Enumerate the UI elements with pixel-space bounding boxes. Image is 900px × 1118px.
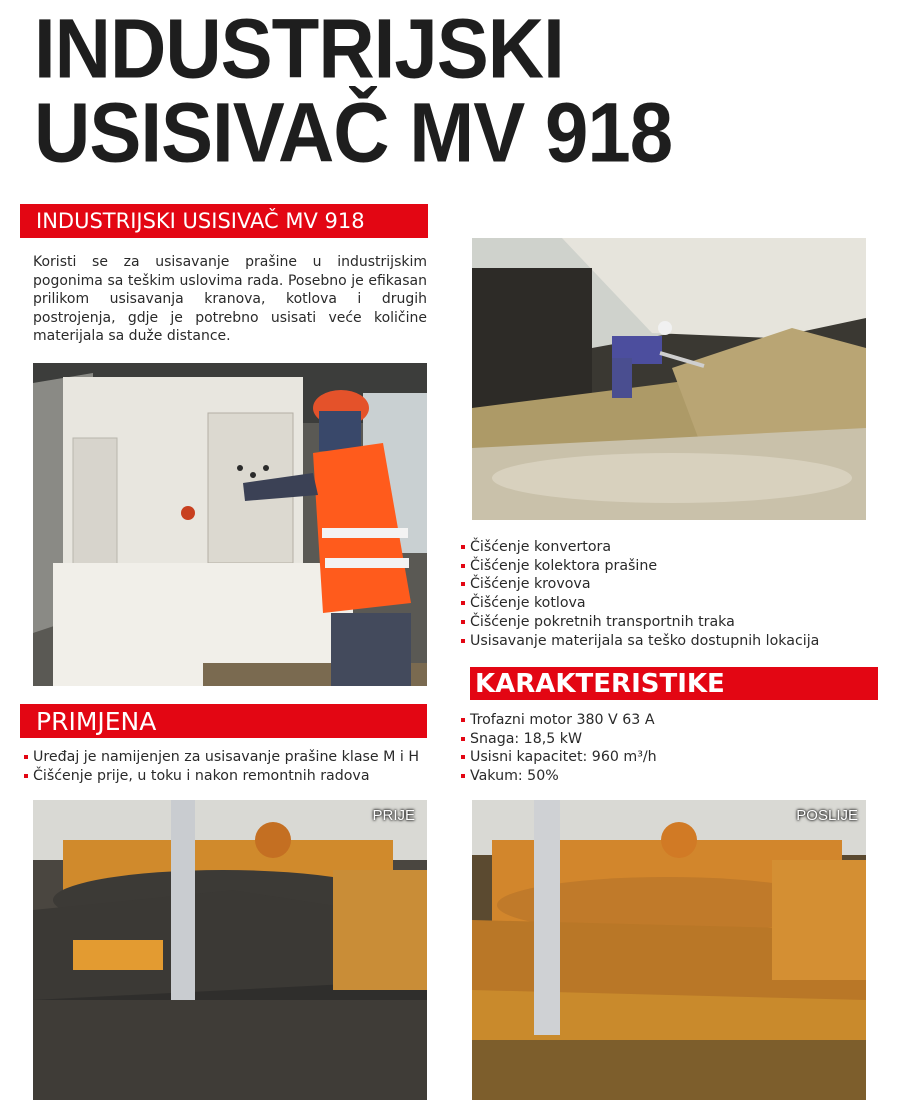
photo-after — [472, 800, 866, 1100]
page-title-line-1: INDUSTRIJSKI — [34, 0, 564, 96]
primjena-heading: PRIMJENA — [36, 707, 157, 736]
list-item: Čišćenje kotlova — [461, 594, 881, 613]
list-item: Čišćenje kolektora prašine — [461, 557, 881, 576]
photo-before — [33, 800, 427, 1100]
page-title — [34, 0, 894, 180]
list-item: Usisavanje materijala sa teško dostupnih lokacija — [461, 632, 881, 651]
list-item: Čišćenje krovova — [461, 575, 881, 594]
list-item: Vakum: 50% — [461, 767, 881, 786]
photo-operator-control-panel — [33, 363, 427, 686]
photo-label-after: POSLIJE — [796, 807, 858, 824]
photo-converter-cleaning — [472, 238, 866, 520]
list-item: Uređaj je namijenjen za usisavanje prašine klase M i H — [24, 748, 434, 767]
karakteristike-heading: KARAKTERISTIKE — [475, 669, 725, 699]
primjena-heading-bar — [20, 704, 427, 738]
page-title-line-2: USISIVAČ MV 918 — [34, 84, 673, 180]
intro-heading-bar — [20, 204, 428, 238]
list-item: Usisni kapacitet: 960 m³/h — [461, 748, 881, 767]
karakteristike-list — [461, 711, 881, 786]
list-item: Čišćenje pokretnih transportnih traka — [461, 613, 881, 632]
primjena-list — [24, 748, 434, 785]
photo-label-before: PRIJE — [372, 807, 415, 824]
list-item: Trofazni motor 380 V 63 A — [461, 711, 881, 730]
list-item: Čišćenje prije, u toku i nakon remontnih radova — [24, 767, 434, 786]
list-item: Snaga: 18,5 kW — [461, 730, 881, 749]
karakteristike-heading-bar — [470, 667, 878, 700]
list-item: Čišćenje konvertora — [461, 538, 881, 557]
intro-heading: INDUSTRIJSKI USISIVAČ MV 918 — [36, 209, 365, 233]
usage-list — [461, 538, 881, 650]
intro-paragraph: Koristi se za usisavanje prašine u industrijskim pogonima sa teškim uslovima rada. Posebno je efikasan prilikom usisavanja kranova, kotlova i drugih postrojenja, gdje je potrebno usisati veće količine materijala sa duže distance. — [33, 254, 427, 345]
